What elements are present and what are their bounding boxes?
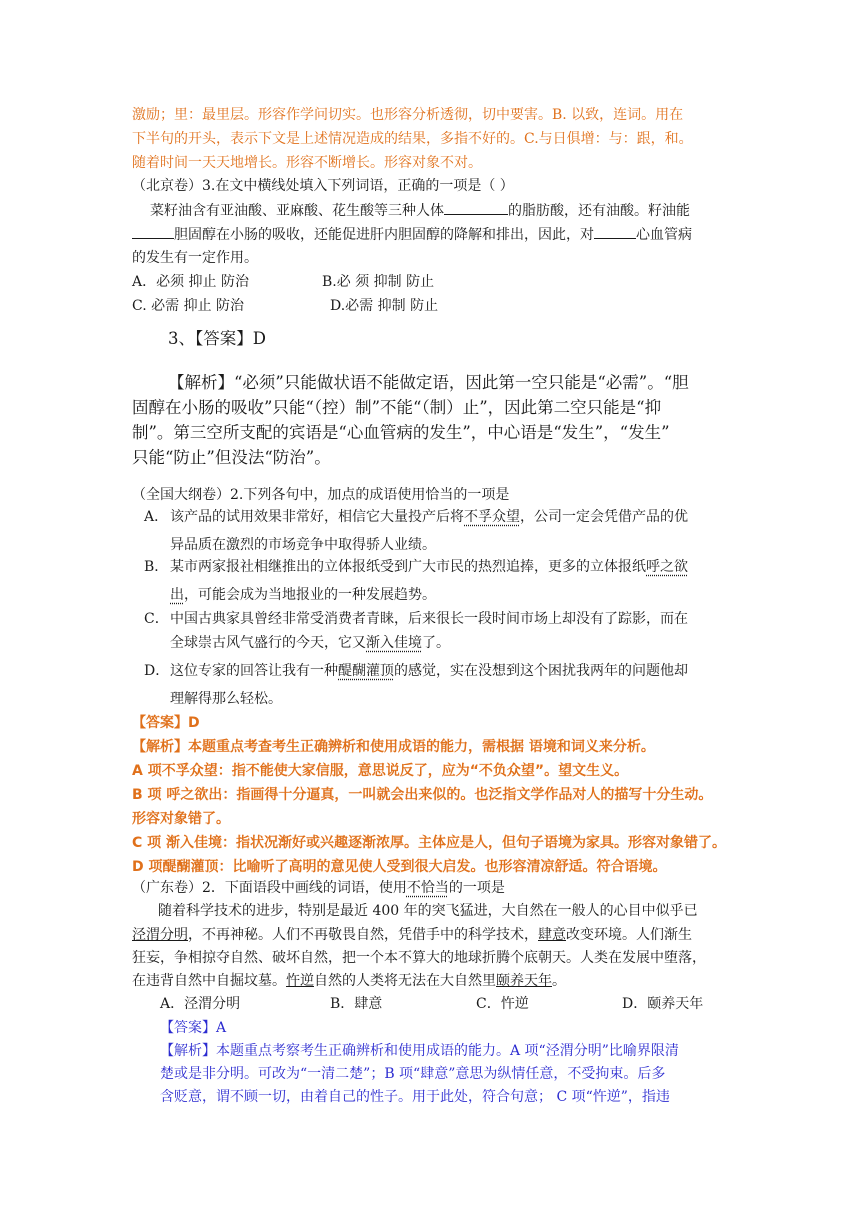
beijing-option-b: B.必 须 抑制 防止 — [322, 274, 435, 290]
guangdong-option-b: B．肆意 — [330, 996, 383, 1012]
quanguo-explain-line-3: 形容对象错了。 — [132, 811, 230, 827]
passage-text: 改变环境。人们渐生 — [566, 927, 692, 943]
guangdong-passage-line-4 — [132, 970, 566, 992]
guangdong-answer: 【答案】A — [160, 1020, 227, 1036]
quanguo-option-c-line-1: 中国古典家具曾经非常受消费者青睐，后来很长一段时间市场上却没有了踪影，而在 — [170, 611, 688, 627]
guangdong-passage-line-3: 狂妄，争相掠夺自然、破坏自然，把一个本不算大的地球折腾个底朝天。人类在发展中堕落， — [132, 950, 706, 966]
beijing-answer: 3、【答案】D — [168, 329, 266, 348]
beijing-passage-line-1 — [150, 199, 690, 222]
guangdong-passage-line-2 — [132, 924, 692, 946]
guangdong-analysis-line-2: 楚或是非分明。可改为“一清二楚”；B 项“肆意”意思为纵情任意，不受拘束。后多 — [160, 1066, 666, 1082]
dotted-idiom: 呼之欲 — [646, 559, 688, 575]
quanguo-option-b-line-2 — [170, 584, 436, 606]
quanguo-explain-line-1: A 项不孚众望：指不能使大家信服，意思说反了，应为“不负众望”。望文生义。 — [132, 763, 629, 779]
quanguo-option-c-line-2 — [170, 632, 450, 654]
beijing-analysis-line-2: 固醇在小肠的吸收”只能“（控）制”不能“（制）止”，因此第二空只能是“抑 — [132, 398, 662, 417]
quanguo-option-d-line-1 — [170, 660, 688, 682]
underlined-phrase: 颐养天年 — [496, 973, 552, 989]
option-text: 该产品的试用效果非常好，相信它大量投产后将 — [170, 509, 464, 525]
beijing-passage-text: 胆固醇在小肠的吸收，还能促进肝内胆固醇的降解和排出，因此，对 — [174, 227, 594, 243]
blank-2 — [132, 223, 174, 239]
option-text: 全球崇古风气盛行的今天，它又 — [170, 635, 366, 651]
beijing-option-d: D.必需 抑制 防止 — [330, 298, 439, 314]
option-text: 的感觉，实在没想到这个困扰我两年的问题他却 — [394, 663, 688, 679]
quanguo-option-c-label: C． — [144, 611, 169, 627]
underlined-phrase: 忤逆 — [286, 973, 314, 989]
passage-text: ，不再神秘。人们不再敬畏自然，凭借手中的科学技术， — [188, 927, 538, 943]
prev-explain-line-1: 激励；里：最里层。形容作学问切实。也形容分析透彻，切中要害。B. 以致，连词。用在 — [132, 107, 684, 123]
guangdong-option-c: C．忤逆 — [476, 996, 529, 1012]
beijing-analysis-line-3: 制”。第三空所支配的宾语是“心血管病的发生”，中心语是“发生”，“发生” — [132, 423, 670, 442]
beijing-passage-text: 的脂肪酸，还有油酸。籽油能 — [508, 203, 690, 219]
prev-explain-line-3: 随着时间一天天地增长。形容不断增长。形容对象不对。 — [132, 155, 482, 171]
guangdong-analysis-line-1: 【解析】本题重点考察考生正确辨析和使用成语的能力。A 项“泾渭分明”比喻界限清 — [160, 1043, 679, 1059]
passage-text: 。 — [552, 973, 566, 989]
underlined-phrase: 肆意 — [538, 927, 566, 943]
guangdong-passage-line-1: 随着科学技术的进步，特别是最近 400 年的突飞猛进，大自然在一般人的心目中似乎已 — [158, 903, 698, 919]
passage-text: 自然的人类将无法在大自然里 — [314, 973, 496, 989]
quanguo-option-d-line-2: 理解得那么轻松。 — [170, 691, 282, 707]
option-text: 这位专家的回答让我有一种 — [170, 663, 338, 679]
dotted-emphasis: 不恰当 — [406, 880, 449, 896]
beijing-passage-line-2 — [132, 223, 692, 246]
quanguo-answer: 【答案】D — [132, 715, 200, 731]
dotted-idiom: 渐入佳境 — [366, 635, 422, 651]
option-text: 了。 — [422, 635, 450, 651]
blank-1 — [444, 199, 508, 215]
option-text: 某市两家报社相继推出的立体报纸受到广大市民的热烈追捧，更多的立体报纸 — [170, 559, 646, 575]
guangdong-analysis-line-3: 含贬意，谓不顾一切，由着自己的性子。用于此处，符合句意； C 项“忤逆”，指违 — [160, 1089, 670, 1105]
beijing-option-a: A．必须 抑止 防治 — [132, 274, 250, 290]
prev-explain-line-2: 下半句的开头，表示下文是上述情况造成的结果，多指不好的。C.与日俱增：与：跟，和。 — [132, 131, 693, 147]
dotted-idiom: 醍醐灌顶 — [338, 663, 394, 679]
guangdong-option-d: D．颐养天年 — [622, 996, 704, 1012]
beijing-option-c: C. 必需 抑止 防治 — [132, 298, 245, 314]
quanguo-option-b-label: B． — [144, 559, 169, 575]
option-text: ，可能会成为当地报业的一种发展趋势。 — [184, 587, 436, 603]
quanguo-explain-line-5: D 项醍醐灌顶：比喻听了高明的意见使人受到很大启发。也形容清凉舒适。符合语境。 — [132, 859, 667, 875]
beijing-analysis-line-4: 只能“防止”但没法“防治”。 — [132, 448, 331, 467]
quanguo-option-b-line-1 — [170, 556, 688, 578]
beijing-analysis-line-1: 【解析】“必须”只能做状语不能做定语，因此第一空只能是“必需”。“胆 — [168, 373, 689, 392]
beijing-passage-line-3: 的发生有一定作用。 — [132, 250, 258, 266]
header-text: （广东卷）2．下面语段中画线的词语，使用 — [132, 880, 407, 896]
header-text: 的一项是 — [448, 880, 505, 896]
quanguo-option-a-label: A． — [144, 509, 169, 525]
beijing-passage-text: 菜籽油含有亚油酸、亚麻酸、花生酸等三种人体 — [150, 203, 444, 219]
beijing-question-header: （北京卷）3.在文中横线处填入下列词语，正确的一项是（ ） — [132, 178, 514, 194]
beijing-passage-text: 心血管病 — [636, 227, 692, 243]
quanguo-explain-line-4: C 项 渐入佳境：指状况渐好或兴趣逐渐浓厚。主体应是人，但句子语境为家具。形容对象错了。 — [132, 835, 727, 851]
quanguo-question-header: （全国大纲卷）2.下列各句中，加点的成语使用恰当的一项是 — [132, 487, 510, 503]
guangdong-option-a: A．泾渭分明 — [160, 996, 241, 1012]
dotted-idiom: 不孚众望 — [464, 509, 520, 525]
quanguo-analysis: 【解析】本题重点考查考生正确辨析和使用成语的能力，需根据 语境和词义来分析。 — [132, 739, 655, 755]
quanguo-option-a-line-2: 异品质在激烈的市场竞争中取得骄人业绩。 — [170, 537, 436, 553]
dotted-idiom: 出 — [170, 587, 184, 603]
quanguo-explain-line-2: B 项 呼之欲出：指画得十分逼真，一叫就会出来似的。也泛指文学作品对人的描写十分生动。 — [132, 787, 713, 803]
option-text: ，公司一定会凭借产品的优 — [520, 509, 688, 525]
underlined-phrase: 泾渭分明 — [132, 927, 188, 943]
quanguo-option-d-label: D． — [144, 663, 170, 679]
quanguo-option-a-line-1 — [170, 506, 688, 528]
guangdong-question-header — [132, 877, 505, 899]
blank-3 — [594, 223, 636, 239]
passage-text: 在违背自然中自掘坟墓。 — [132, 973, 286, 989]
